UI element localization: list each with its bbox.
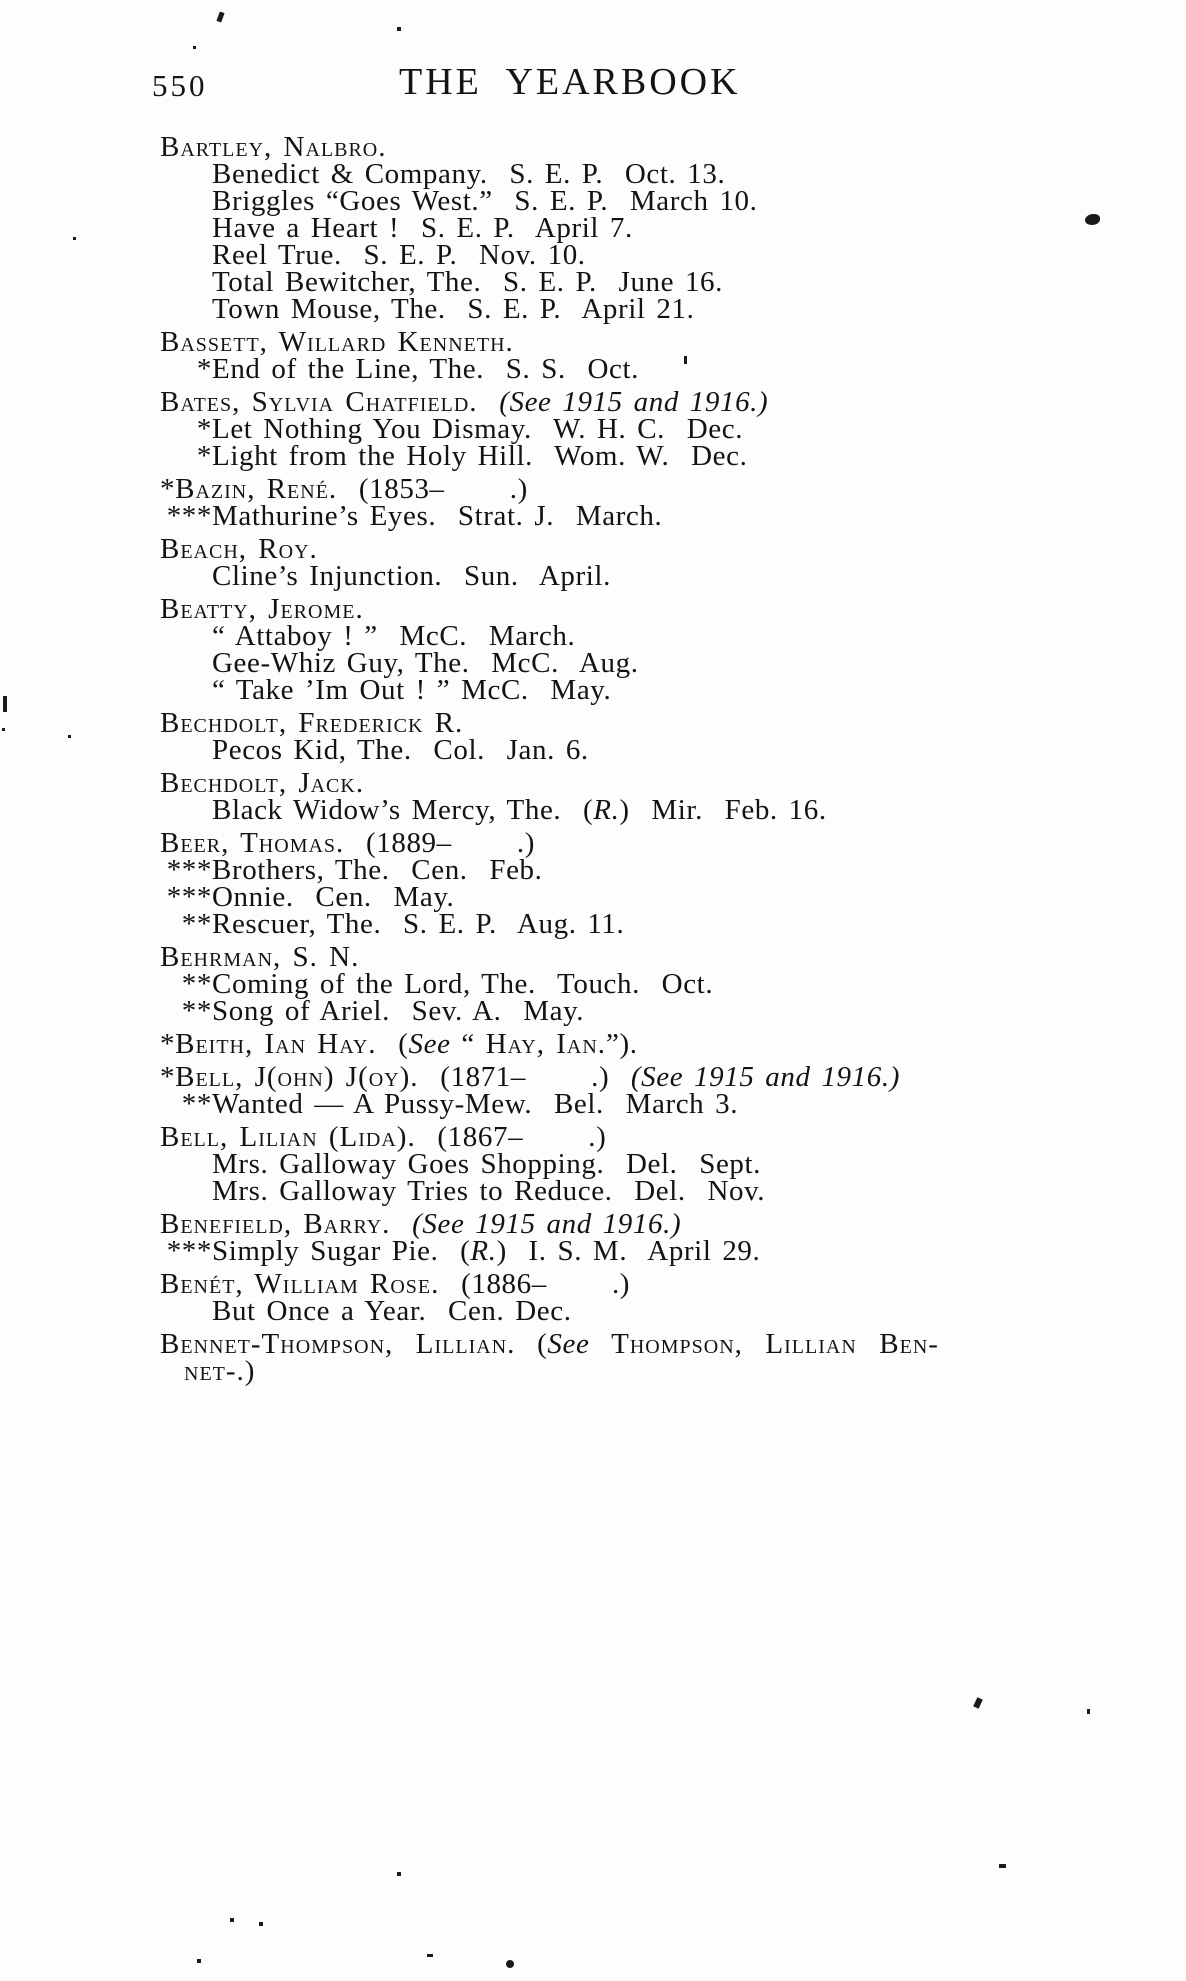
text-segment: Town Mouse, The. S. E. P. April 21. — [212, 293, 695, 325]
text-segment: Briggles “Goes West.” S. E. P. March 10. — [212, 185, 758, 217]
entry-title-line: ***Brothers, The. Cen. Feb. — [166, 854, 543, 886]
text-segment: Onnie. Cen. May. — [212, 881, 455, 913]
entry-heading-line — [160, 1061, 1186, 1093]
index-entry — [160, 473, 1186, 532]
entry-title-line: ***Mathurine’s Eyes. Strat. J. March. — [166, 500, 663, 532]
text-segment: Coming of the Lord, The. Touch. Oct. — [212, 968, 714, 1000]
text-segment: But Once a Year. Cen. Dec. — [212, 1295, 572, 1327]
text-segment: Have a Heart ! S. E. P. April 7. — [212, 212, 633, 244]
scan-artifact — [259, 1922, 263, 1926]
text-segment: See — [408, 1028, 451, 1060]
text-segment: Let Nothing You Dismay. W. H. C. Dec. — [212, 413, 744, 445]
text-segment: Simply Sugar Pie. ( — [212, 1235, 471, 1267]
text-segment: Bell, Lilian (Lida). — [160, 1121, 416, 1153]
text-segment: Total Bewitcher, The. S. E. P. June 16. — [212, 266, 724, 298]
text-segment: (1871– .) — [418, 1061, 631, 1093]
entries — [160, 131, 1186, 1387]
text-segment: Benét, William Rose. — [160, 1268, 440, 1300]
text-segment: ) Mir. Feb. 16. — [619, 794, 827, 826]
entry-title-line: *Light from the Holy Hill. Wom. W. Dec. — [196, 440, 748, 472]
entry-title-line: ***Onnie. Cen. May. — [166, 881, 455, 913]
text-segment: R. — [593, 794, 620, 826]
text-segment: (See 1915 and 1916.) — [412, 1208, 682, 1240]
entry-title-line: **Rescuer, The. S. E. P. Aug. 11. — [181, 908, 625, 940]
entry-title-line — [160, 734, 1186, 766]
running-head: THE YEARBOOK — [399, 61, 741, 103]
scan-artifact — [999, 1864, 1006, 1868]
entry-heading-line — [160, 386, 1186, 418]
entry-heading-line — [160, 941, 1186, 973]
entry-heading-line — [160, 131, 1186, 163]
index-entry — [160, 1268, 1186, 1327]
scan-artifact — [427, 1954, 433, 1957]
text-segment: (See 1915 and 1916.) — [499, 386, 769, 418]
text-segment: * — [160, 1061, 176, 1093]
text-segment: Bazin, René. — [175, 473, 338, 505]
entry-heading-line — [160, 1355, 1186, 1387]
text-segment: ( — [376, 1028, 409, 1060]
entry-title-line — [160, 674, 1186, 706]
index-entry — [160, 707, 1186, 766]
scan-artifact — [73, 237, 76, 240]
entry-heading-line — [160, 1268, 1186, 1300]
entry-title-line — [160, 293, 1186, 325]
text-segment: Light from the Holy Hill. Wom. W. Dec. — [212, 440, 748, 472]
scan-artifact — [230, 1918, 234, 1922]
entry-title-line: *End of the Line, The. S. S. Oct. — [196, 353, 640, 385]
text-segment: * — [160, 473, 176, 505]
page-number: 550 — [152, 68, 208, 103]
text-segment: Mrs. Galloway Tries to Reduce. Del. Nov. — [212, 1175, 766, 1207]
scan-artifact — [2, 728, 5, 731]
text-segment: (1889– .) — [344, 827, 535, 859]
entry-title-line — [160, 1295, 1186, 1327]
scan-artifact — [684, 356, 687, 364]
entry-heading-line — [160, 1028, 1186, 1060]
text-segment: Rescuer, The. S. E. P. Aug. 11. — [212, 908, 625, 940]
index-entry — [160, 1028, 1186, 1060]
text-segment: Beith, Ian Hay. — [175, 1028, 377, 1060]
entry-title-line: **Coming of the Lord, The. Touch. Oct. — [181, 968, 714, 1000]
text-segment: Cline’s Injunction. Sun. April. — [212, 560, 611, 592]
text-segment: Brothers, The. Cen. Feb. — [212, 854, 543, 886]
text-segment: Mrs. Galloway Goes Shopping. Del. Sept. — [212, 1148, 762, 1180]
index-entry — [160, 326, 1186, 385]
entry-title-line — [160, 1148, 1186, 1180]
text-segment: ( — [515, 1328, 548, 1360]
entry-title-line — [160, 647, 1186, 679]
index-entry — [160, 1328, 1186, 1387]
entry-title-line: *Let Nothing You Dismay. W. H. C. Dec. — [196, 413, 744, 445]
scan-artifact — [68, 735, 71, 738]
text-segment: R. — [470, 1235, 497, 1267]
index-entry — [160, 1061, 1186, 1120]
entry-heading-line — [160, 326, 1186, 358]
text-segment: “ Attaboy ! ” McC. March. — [212, 620, 576, 652]
entry-heading-line — [160, 767, 1186, 799]
text-segment: Gee-Whiz Guy, The. McC. Aug. — [212, 647, 639, 679]
text-segment: Black Widow’s Mercy, The. ( — [212, 794, 594, 826]
text-segment: Bates, Sylvia Chatfield. — [160, 386, 478, 418]
index-entry — [160, 533, 1186, 592]
scan-artifact — [397, 1872, 401, 1876]
index-entry — [160, 767, 1186, 826]
entry-title-line — [160, 266, 1186, 298]
index-entry — [160, 1121, 1186, 1207]
text-segment: (1853– .) — [337, 473, 528, 505]
entry-title-line — [160, 620, 1186, 652]
entry-heading-line — [160, 593, 1186, 625]
entry-title-line — [160, 185, 1186, 217]
text-segment: Bechdolt, Jack. — [160, 767, 365, 799]
text-segment: ) I. S. M. April 29. — [496, 1235, 761, 1267]
index-entry — [160, 131, 1186, 325]
entry-heading-line — [160, 707, 1186, 739]
text-segment: Benefield, Barry. — [160, 1208, 391, 1240]
text-segment: Bennet-Thompson, Lillian. — [160, 1328, 516, 1360]
entry-heading-line — [160, 827, 1186, 859]
entry-heading-line — [160, 1328, 1186, 1360]
scan-artifact — [197, 1959, 201, 1963]
index-entry — [160, 827, 1186, 940]
text-segment: Mathurine’s Eyes. Strat. J. March. — [212, 500, 663, 532]
entry-title-line: ***Simply Sugar Pie. (R.) I. S. M. April 29. — [166, 1235, 761, 1267]
text-segment: See — [547, 1328, 590, 1360]
entry-heading-line — [160, 473, 1186, 505]
text-segment: “ — [450, 1028, 486, 1060]
entry-heading-line — [160, 533, 1186, 565]
text-segment — [589, 1328, 611, 1360]
entry-title-line — [160, 239, 1186, 271]
text-segment: Beatty, Jerome. — [160, 593, 364, 625]
text-segment: Bartley, Nalbro. — [160, 131, 387, 163]
text-segment: (1867– .) — [415, 1121, 607, 1153]
text-segment: Thompson, Lillian Ben- — [611, 1328, 939, 1360]
text-segment: (See 1915 and 1916.) — [630, 1061, 900, 1093]
entry-title-line: **Song of Ariel. Sev. A. May. — [181, 995, 585, 1027]
text-segment: Bassett, Willard Kenneth. — [160, 326, 514, 358]
scan-artifact — [397, 27, 401, 31]
text-segment: * — [160, 1028, 176, 1060]
text-segment: Benedict & Company. S. E. P. Oct. 13. — [212, 158, 726, 190]
scan-artifact — [3, 696, 7, 712]
text-segment: ”). — [606, 1028, 638, 1060]
text-segment: “ Take ’Im Out ! ” McC. May. — [212, 674, 612, 706]
index-entry — [160, 1208, 1186, 1267]
scan-artifact — [216, 11, 224, 22]
text-segment: net-.) — [184, 1355, 256, 1387]
text-segment: Pecos Kid, The. Col. Jan. 6. — [212, 734, 589, 766]
text-segment: Wanted — A Pussy-Mew. Bel. March 3. — [212, 1088, 739, 1120]
entry-title-line — [160, 1175, 1186, 1207]
text-segment: (1886– .) — [439, 1268, 631, 1300]
entry-heading-line — [160, 1208, 1186, 1240]
entry-title-line — [160, 158, 1186, 190]
text-segment: Beach, Roy. — [160, 533, 318, 565]
text-segment: Bechdolt, Frederick R. — [160, 707, 464, 739]
scan-artifact — [506, 1960, 514, 1968]
index-entry — [160, 593, 1186, 706]
scan-artifact — [973, 1697, 983, 1709]
text-segment: Beer, Thomas. — [160, 827, 345, 859]
index-entry — [160, 941, 1186, 1027]
text-segment: Song of Ariel. Sev. A. May. — [212, 995, 585, 1027]
entry-title-line — [160, 794, 1186, 826]
text-segment: Bell, J(ohn) J(oy). — [175, 1061, 419, 1093]
entry-title-line — [160, 212, 1186, 244]
text-segment: Hay, Ian. — [485, 1028, 607, 1060]
text-segment: Behrman, S. N. — [160, 941, 360, 973]
entry-heading-line — [160, 1121, 1186, 1153]
entry-title-line — [160, 560, 1186, 592]
text-segment: End of the Line, The. S. S. Oct. — [212, 353, 640, 385]
scan-artifact — [193, 46, 196, 49]
scan-artifact — [1087, 1709, 1090, 1714]
text-segment: Reel True. S. E. P. Nov. 10. — [212, 239, 586, 271]
entry-title-line: **Wanted — A Pussy-Mew. Bel. March 3. — [181, 1088, 739, 1120]
index-entry — [160, 386, 1186, 472]
